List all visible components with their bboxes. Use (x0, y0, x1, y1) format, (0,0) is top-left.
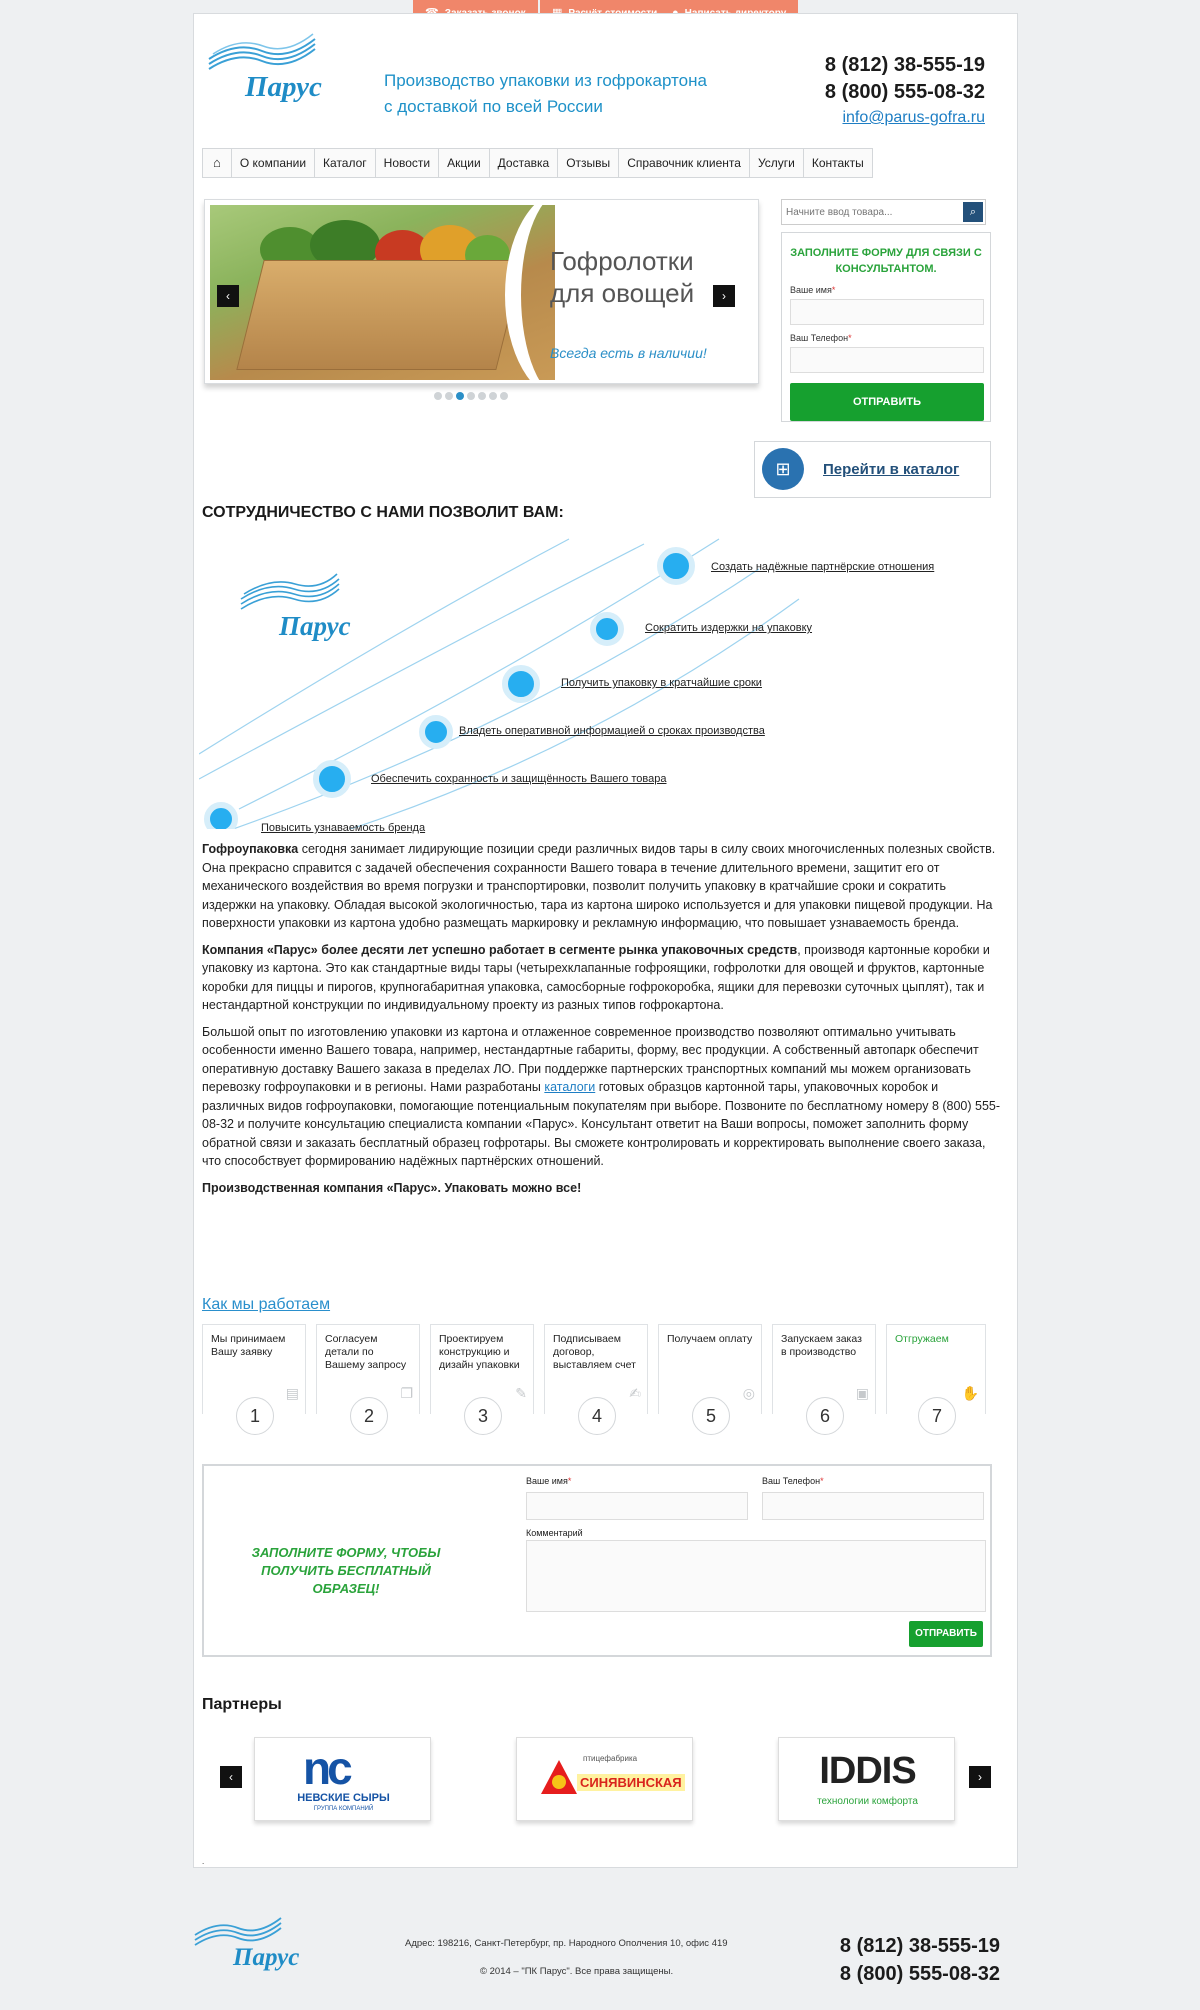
slider-prev-button[interactable]: ‹ (217, 285, 239, 307)
factory-icon: ▣ (855, 1385, 869, 1401)
partner-logo-nevskie-syry[interactable]: nc НЕВСКИЕ СЫРЫ ГРУППА КОМПАНИЙ (254, 1737, 431, 1821)
header-tagline: Производство упаковки из гофрокартона с доставкой по всей России (384, 71, 707, 116)
free-sample-form: ЗАПОЛНИТЕ ФОРМУ, ЧТОБЫ ПОЛУЧИТЬ БЕСПЛАТНЫЙ ОБРАЗЕЦ! Ваше имя* Ваш Телефон* Комментарий ОТПРАВИТЬ (202, 1464, 992, 1657)
search-button[interactable] (963, 202, 983, 222)
chicken-triangle-icon (539, 1758, 579, 1798)
footer-phone-1: 8 (812) 38-555-19 (839, 1935, 1000, 1957)
main-nav (202, 148, 873, 178)
slider-dot-active[interactable] (456, 392, 464, 400)
benefits-diagram (199, 529, 1009, 834)
partners-prev-button[interactable]: ‹ (220, 1766, 242, 1788)
footer-address: Адрес: 198216, Санкт-Петербург, пр. Народного Ополчения 10, офис 419 (405, 1938, 728, 1949)
slider-dot[interactable] (434, 392, 442, 400)
nav-item-catalog[interactable]: Каталог (315, 149, 376, 177)
process-step: Проектируем конструкцию и дизайн упаковки ✎ 3 (430, 1324, 534, 1414)
product-search (781, 199, 986, 225)
partner-logo-iddis[interactable]: IDDIS технологии комфорта (778, 1737, 955, 1821)
footer-contacts (840, 1932, 1000, 1988)
benefit-item[interactable]: Владеть оперативной информацией о сроках производства (459, 725, 765, 737)
benefit-item[interactable]: Создать надёжные партнёрские отношения (711, 561, 935, 573)
slider-dots (434, 392, 508, 400)
slider-next-button[interactable]: › (713, 285, 735, 307)
process-step: Получаем оплату ◎ 5 (658, 1324, 762, 1414)
slider-dot[interactable] (445, 392, 453, 400)
free-sample-callout: ЗАПОЛНИТЕ ФОРМУ, ЧТОБЫ ПОЛУЧИТЬ БЕСПЛАТНЫЙ ОБРАЗЕЦ! (251, 1545, 441, 1596)
consultant-name-field[interactable] (790, 299, 984, 325)
nav-item-delivery[interactable]: Доставка (490, 149, 559, 177)
basket-icon: ⊞ (762, 448, 804, 490)
nav-item-reviews[interactable]: Отзывы (558, 149, 619, 177)
benefit-item[interactable]: Получить упаковку в кратчайшие сроки (561, 677, 762, 689)
article-body (202, 840, 1002, 1205)
coins-icon: ◎ (742, 1385, 755, 1401)
diagram-logo-wordmark: Парус (279, 611, 351, 641)
nav-item-client-guide[interactable]: Справочник клиента (619, 149, 750, 177)
consultant-form-title: ЗАПОЛНИТЕ ФОРМУ ДЛЯ СВЯЗИ С КОНСУЛЬТАНТОМ. (790, 247, 982, 275)
footer-logo[interactable] (193, 1910, 333, 1980)
sign-icon: ✍ (629, 1385, 641, 1401)
header-phone-1: 8 (812) 38-555-19 (824, 54, 985, 76)
partners-next-button[interactable]: › (969, 1766, 991, 1788)
sample-name-field[interactable] (526, 1492, 748, 1520)
waves-icon (207, 29, 317, 74)
sample-phone-field[interactable] (762, 1492, 984, 1520)
header-email-link[interactable]: info@parus-gofra.ru (842, 109, 985, 126)
consultant-phone-field[interactable] (790, 347, 984, 373)
article-slogan: Производственная компания «Парус». Упаковать можно все! (202, 1180, 582, 1195)
slider-dot[interactable] (489, 392, 497, 400)
footer-copyright: © 2014 – "ПК Парус". Все права защищены. (480, 1966, 674, 1977)
nav-item-services[interactable]: Услуги (750, 149, 804, 177)
pencil-icon: ✎ (515, 1385, 527, 1401)
nav-home[interactable] (203, 149, 232, 177)
header-phone-2: 8 (800) 555-08-32 (824, 81, 985, 103)
footer-wordmark: Парус (233, 1944, 300, 1971)
how-we-work-heading[interactable]: Как мы работаем (202, 1296, 331, 1313)
home-icon: ⌂ (213, 155, 221, 170)
slide-title: Гофролотки для овощей (550, 246, 695, 308)
cooperation-heading: СОТРУДНИЧЕСТВО С НАМИ ПОЗВОЛИТ ВАМ: (202, 504, 564, 521)
go-to-catalog-button[interactable]: ⊞ Перейти в каталог (754, 441, 991, 498)
logo-wordmark: Парус (245, 71, 322, 103)
slide-subtitle: Всегда есть в наличии! (550, 345, 707, 361)
documents-icon: ❐ (400, 1385, 413, 1401)
search-input[interactable] (782, 200, 962, 224)
search-icon: ⌕ (969, 206, 977, 218)
slide-image-vegetable-tray (210, 205, 555, 380)
hero-slider (204, 199, 759, 384)
footer-phone-2: 8 (800) 555-08-32 (839, 1963, 1000, 1985)
nav-item-contacts[interactable]: Контакты (811, 156, 864, 170)
clipboard-icon: ▤ (285, 1385, 299, 1401)
handshake-icon: ✋ (961, 1385, 979, 1401)
slider-dot[interactable] (467, 392, 475, 400)
partner-logo-sinyavinskaya[interactable]: птицефабрика СИНЯВИНСКАЯ (516, 1737, 693, 1821)
nav-item-promos[interactable]: Акции (439, 149, 490, 177)
partners-heading: Партнеры (202, 1696, 282, 1713)
sample-submit-button[interactable]: ОТПРАВИТЬ (909, 1621, 983, 1647)
page-container: Парус Производство упаковки из гофрокартона с доставкой по всей России 8 (812) 38-555-19 8 (800) 555-08-32 info@parus-gofra.ru ⌂ О компании Каталог Новости Акции Доставка Отзывы Справочник клиента Услуги Контакты Гофролотки для овощей Всегда есть в наличии! ‹ › Начните ввод товара... ⌕ ЗАПОЛНИТЕ ФОРМУ ДЛЯ СВЯЗИ С КОНСУЛЬТАНТОМ. Ваше имя* Ваш Телефон* ОТПРАВИТЬ ⊞ Перейти в каталог СОТРУДНИЧЕСТВО С НАМИ ПОЗВОЛИТ ВАМ: Парус Создать надёжные партнёрские отношения Сократить издержки на упаковку Получить упаковку в кратчайшие сроки Владеть оперативной информацией о сроках производства Обеспечить сохранность и защищённость Вашего товара Повысить узнаваемость бренда Гофроупаковка сегодня занимает лидирующие позиции среди различных видов тары в силу своих многочисленных полезных свойств. Она прекрасно справится с задачей обеспечения сохранности Вашего товара в течение длительного времени, защитит его от механического воздействия во время погрузки и транспортировки, позволит получить упаковку в кратчайшие сроки и сократить издержки на упаковку. Обладая высокой экологичностью, тара из картона широко используется и для упаковки пищевой продукции. На поверхности упаковки из картона удобно размещать маркировку и рекламную информацию, что повышает узнаваемость бренда. Компания «Парус» более десяти лет успешно работает в сегменте рынка упаковочных средств, производя картонные коробки и упаковку из картона. Это как стандартные виды тары (четырехклапанные гофроящики, гофролотки для овощей и фруктов, картонные коробки для пиццы и пирогов, крупногабаритная упаковка, самосборные гофрокоробка, ящики для перевозки суточных цыплят), так и нестандартной конструкции по индивидуальному проекту из разных типов гофрокартона. Большой опыт по изготовлению упаковки из картона и отлаженное современное производство позволяют оптимально учитывать особенности именно Вашего товара, например, нестандартные габариты, форму, вес продукции. А собственный автопарк обеспечит оперативную доставку Вашего заказа в пределах ЛО. При поддержке партнерских транспортных компаний мы можем организовать перевозку гофроупаковки и в регионы. Нами разработаны каталоги готовых образцов картонной тары, упаковочных коробок и различных видов гофроупаковки, помогающие потенциальным покупателям при выборе. Позвоните по бесплатному номеру 8 (800) 555-08-32 и получите консультацию специалиста компании «Парус». Консультант ответит на Ваши вопросы, поможет заполнить форму обратной связи и заказать бесплатный образец гофротары. Вы сможете контролировать и корректировать выполнение своего заказа, что способствует формированию надёжных партнёрских отношений. Производственная компания «Парус». Упаковать можно все! Как мы работаем Мы принимаем Вашу заявку ▤ 1 Согласуем детали по Вашему запросу ❐ 2 Проектируем конструкцию и дизайн упаковки ✎ 3 Подписываем договор, выставляем счет ✍ 4 Получаем оплату ◎ 5 Запускаем заказ в производство ▣ 6 Отгружаем ✋ 7 ЗАПОЛНИТЕ ФОРМУ, ЧТОБЫ ПОЛУЧИТЬ БЕСПЛАТНЫЙ ОБРАЗЕЦ! Ваше имя* Ваш Телефон* Комментарий ОТПРАВИТЬ Партнеры ‹ › nc НЕВСКИЕ СЫРЫ ГРУППА КОМПАНИЙ птицефабрика СИНЯВИНСКАЯ IDDIS технологии комфорта . (193, 13, 1018, 1868)
benefit-item[interactable]: Повысить узнаваемость бренда (261, 822, 426, 834)
article-paragraph: Компания «Парус» более десяти лет успешно работает в сегменте рынка упаковочных средств, производя картонные коробки и упаковку из картона. Это как стандартные виды тары (четырехклапанные гофроящики, гофролотки для овощей и фруктов, картонные коробки для пиццы и пирогов, крупногабаритная упаковка, самосборные гофрокоробка, ящики для перевозки суточных цыплят), так и нестандартной конструкции по индивидуальному проекту из разных типов гофрокартона. (202, 942, 990, 1012)
process-step: Запускаем заказ в производство ▣ 6 (772, 1324, 876, 1414)
consultant-submit-button[interactable]: ОТПРАВИТЬ (790, 383, 984, 421)
slider-dot[interactable] (478, 392, 486, 400)
process-step: Мы принимаем Вашу заявку ▤ 1 (202, 1324, 306, 1414)
article-paragraph: Гофроупаковка сегодня занимает лидирующие позиции среди различных видов тары в силу своих многочисленных полезных свойств. Она прекрасно справится с задачей обеспечения сохранности Вашего товара в течение длительного времени, защитит его от механического воздействия во время погрузки и транспортировки, позволит получить упаковку в кратчайшие сроки и сократить издержки на упаковку. Обладая высокой экологичностью, тара из картона широко используется и для упаковки пищевой продукции. На поверхности упаковки из картона удобно размещать маркировку и рекламную информацию, что повышает узнаваемость бренда. (202, 842, 996, 930)
nav-item-news[interactable]: Новости (376, 149, 439, 177)
process-step: Отгружаем ✋ 7 (886, 1324, 986, 1414)
nav-item-about[interactable]: О компании (232, 149, 315, 177)
footer-waves-icon (193, 1910, 283, 1948)
slider-dot[interactable] (500, 392, 508, 400)
site-logo[interactable] (207, 29, 347, 109)
article-paragraph: Большой опыт по изготовлению упаковки из картона и отлаженное современное производство позволяют оптимально учитывать особенности именно Вашего товара, например, нестандартные габариты, форму, вес продукции. А собственный автопарк обеспечит оперативную доставку Вашего заказа в пределах ЛО. При поддержке партнерских транспортных компаний мы можем организовать перевозку гофроупаковки и в регионы. Нами разработаны каталоги готовых образцов картонной тары, упаковочных коробок и различных видов гофроупаковки, помогающие потенциальным покупателям при выборе. Позвоните по бесплатному номеру 8 (800) 555-08-32 и получите консультацию специалиста компании «Парус». Консультант ответит на Ваши вопросы, поможет заполнить форму обратной связи и заказать бесплатный образец гофротары. Вы сможете контролировать и корректировать выполнение своего заказа, что способствует формированию надёжных партнёрских отношений. (202, 1024, 1001, 1168)
benefit-item[interactable]: Сократить издержки на упаковку (645, 622, 813, 634)
header-contacts (825, 52, 985, 130)
process-step: Согласуем детали по Вашему запросу ❐ 2 (316, 1324, 420, 1414)
process-steps (202, 1324, 1002, 1439)
benefit-item[interactable]: Обеспечить сохранность и защищённость Вашего товара (371, 773, 667, 785)
process-step: Подписываем договор, выставляем счет ✍ 4 (544, 1324, 648, 1414)
consultant-form: ЗАПОЛНИТЕ ФОРМУ ДЛЯ СВЯЗИ С КОНСУЛЬТАНТОМ. Ваше имя* Ваш Телефон* ОТПРАВИТЬ (781, 232, 991, 422)
sample-comment-field[interactable] (526, 1540, 986, 1612)
catalogs-link[interactable]: каталоги (544, 1080, 596, 1094)
